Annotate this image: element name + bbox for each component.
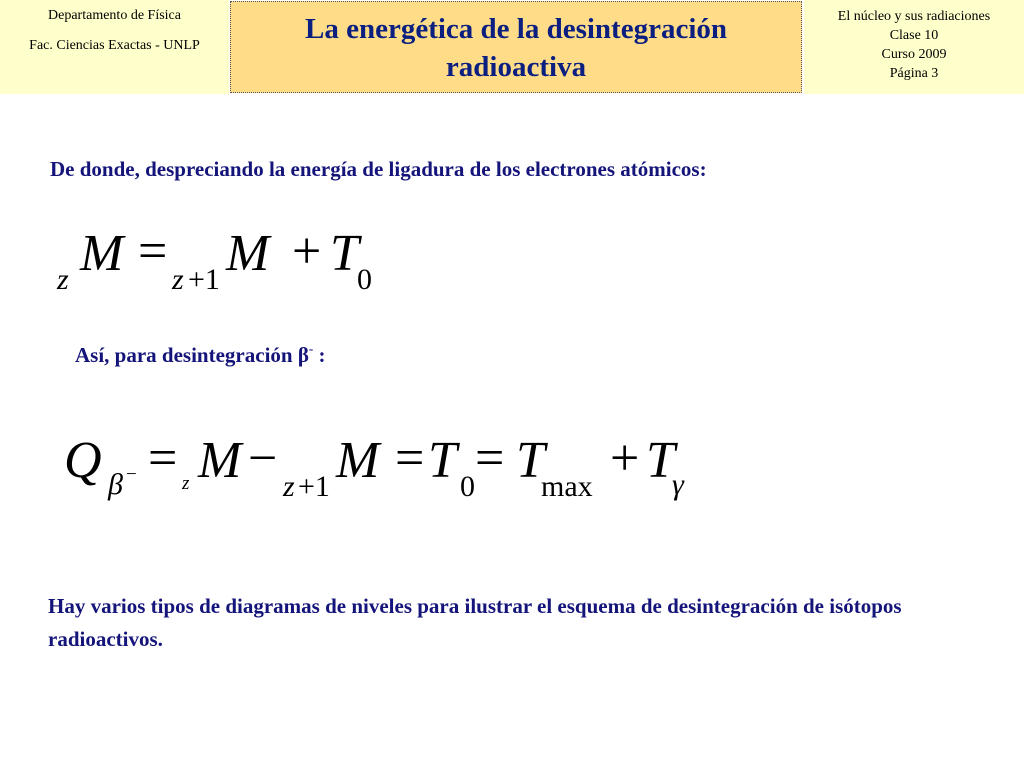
beta-minus-sup: - bbox=[308, 341, 314, 356]
eq2-gamma-subscript: γ bbox=[672, 468, 684, 501]
eq2-z1-subscript: z bbox=[283, 470, 295, 503]
eq1-M2: M bbox=[226, 225, 270, 282]
faculty-label: Fac. Ciencias Exactas - UNLP bbox=[29, 38, 200, 53]
eq2-Q: Q bbox=[64, 432, 102, 489]
eq2-equals-1: = bbox=[148, 430, 178, 487]
class-number: Clase 10 bbox=[889, 28, 939, 43]
eq2-minus: − bbox=[248, 430, 278, 487]
page-number: Página 3 bbox=[889, 66, 939, 81]
eq1-plus-one: +1 bbox=[188, 263, 220, 296]
eq2-plus-one: +1 bbox=[298, 470, 330, 503]
beta-text-suffix: : bbox=[313, 343, 326, 367]
eq1-plus: + bbox=[292, 223, 322, 280]
eq2-minus-sup: − bbox=[126, 464, 137, 485]
eq2-equals-2: = bbox=[395, 430, 425, 487]
eq2-plus: + bbox=[610, 430, 640, 487]
eq2-M1: M bbox=[198, 432, 242, 489]
eq2-max-subscript: max bbox=[541, 470, 593, 503]
title-line-2: radioactiva bbox=[445, 51, 587, 83]
eq2-equals-3: = bbox=[475, 430, 505, 487]
eq2-zero: 0 bbox=[460, 470, 475, 503]
eq2-Tgamma: T bbox=[646, 432, 675, 489]
eq2-Tmax: T bbox=[516, 432, 545, 489]
beta-decay-text bbox=[75, 341, 326, 368]
eq1-z-subscript: z bbox=[57, 263, 69, 296]
department-label: Departamento de Física bbox=[48, 8, 181, 23]
conclusion-text: Hay varios tipos de diagramas de niveles para ilustrar el esquema de desintegración de isótopos radioactivos. bbox=[48, 594, 902, 651]
eq2-z-subscript: z bbox=[182, 473, 190, 494]
eq2-T0: T bbox=[428, 432, 457, 489]
intro-text: De donde, despreciando la energía de ligadura de los electrones atómicos: bbox=[50, 157, 707, 181]
course-topic: El núcleo y sus radiaciones bbox=[837, 9, 991, 24]
header-left-box bbox=[0, 0, 229, 94]
slide-title bbox=[230, 1, 802, 93]
eq1-T: T bbox=[330, 225, 359, 282]
header-right-box bbox=[804, 0, 1024, 94]
eq1-zero: 0 bbox=[357, 263, 372, 296]
eq1-M1: M bbox=[80, 225, 124, 282]
eq1-equals: = bbox=[138, 223, 168, 280]
eq2-M2: M bbox=[336, 432, 380, 489]
eq2-beta: β bbox=[108, 468, 123, 501]
course-year: Curso 2009 bbox=[881, 47, 947, 62]
beta-text-prefix: Así, para desintegración β bbox=[75, 343, 309, 367]
title-line-1: La energética de la desintegración bbox=[304, 13, 728, 45]
eq1-z1-subscript: z bbox=[172, 263, 184, 296]
